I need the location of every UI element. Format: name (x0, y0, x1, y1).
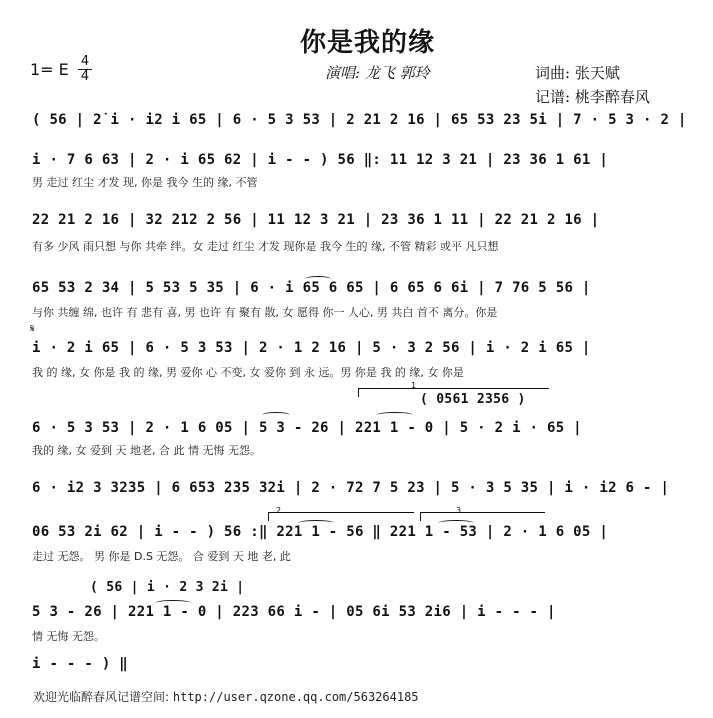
time-signature-top: 4 (80, 54, 90, 69)
notator-credit: 记谱: 桃李醉春风 (535, 88, 650, 106)
score-row-1-notes: ( 56 | 2̇ i · i2 i 65 | 6 · 5 3 53 | 2 21 2 16 | 65 53 23 5i | 7 · 5 3 · 2 | (32, 112, 687, 128)
score-row-3-lyrics: 有多 少风 雨只想 与你 共牵 绊。女 走过 红尘 才发 现你是 我今 生的 缘, 不管 精彩 或平 凡只想 (32, 240, 499, 253)
tie-mark (305, 276, 331, 282)
interlude-phrase: ( 0561 2356 ) (420, 392, 526, 407)
footer-url-link[interactable]: http://user.qzone.qq.com/563264185 (172, 690, 419, 704)
tie-mark (438, 520, 474, 526)
tie-mark (155, 600, 191, 606)
footer-line (33, 688, 419, 705)
score-row-2-lyrics: 男 走过 红尘 才发 现, 你是 我今 生的 缘, 不管 (32, 176, 258, 189)
composer-credit: 词曲: 张天赋 (535, 64, 620, 82)
score-row-5-lyrics: 我 的 缘, 女 你是 我 的 缘, 男 爱你 心 不变, 女 爱你 到 永 远。男 你是 我 的 缘, 女 你是 (32, 366, 464, 379)
singers-credit: 演唱: 龙飞 郭玲 (325, 64, 430, 82)
volta-2-bracket (268, 512, 414, 521)
score-row-9-notes: 5 3 - 26 | 221 1 - 0 | 223 66 i - | 05 6i 53 2i6 | i - - - | (32, 604, 556, 620)
score-row-4-lyrics: 与你 共缠 绵, 也许 有 悲有 喜, 男 也许 有 聚有 散, 女 愿得 你一 人心, 男 共白 首不 离分。你是 (32, 306, 498, 319)
segno-mark: 𝄋 (30, 322, 35, 335)
score-row-9-lyrics: 情 无悔 无怨。 (32, 630, 105, 643)
tie-mark (298, 520, 334, 526)
time-signature (78, 56, 92, 83)
song-title: 你是我的缘 (300, 28, 436, 58)
coda-intro-phrase: ( 56 | i · 2 3 2i | (90, 580, 245, 595)
score-row-4-notes: 65 53 2 34 | 5 53 5 35 | 6 · i 65 6 65 | 6 65 6 6i | 7 76 5 56 | (32, 280, 591, 296)
volta-2-number: 2 (276, 506, 282, 515)
score-row-5-notes: i · 2 i 65 | 6 · 5 3 53 | 2 · 1 2 16 | 5 · 3 2 56 | i · 2 i 65 | (32, 340, 591, 356)
volta-1-number: 1 (411, 381, 417, 390)
score-row-2-notes: i · 7 6 63 | 2 · i 65 62 | i - - ) 56 ‖: 11 12 3 21 | 23 36 1 61 | (32, 152, 609, 168)
key-signature: 1= E (30, 60, 69, 79)
volta-3-bracket (420, 512, 545, 521)
score-row-7-notes: 6 · i2 3 3235 | 6 653 235 32i | 2 · 72 7 5 23 | 5 · 3 5 35 | i · i2 6 - | (32, 480, 670, 496)
score-row-3-notes: 22 21 2 16 | 32 212 2 56 | 11 12 3 21 | 23 36 1 11 | 22 21 2 16 | (32, 212, 600, 228)
tie-mark (262, 412, 290, 418)
score-row-8-notes: 06 53 2i 62 | i - - ) 56 :‖ 221 1 - 56 ‖ 221 1 - 53 | 2 · 1 6 05 | (32, 524, 609, 540)
footer-welcome: 欢迎光临醉春风记谱空间: (33, 690, 170, 704)
volta-3-number: 3 (456, 506, 462, 515)
score-row-10-notes: i - - - ) ‖ (32, 656, 129, 672)
score-row-6-notes: 6 · 5 3 53 | 2 · 1 6 05 | 5 3 - 26 | 221 1 - 0 | 5 · 2 i · 65 | (32, 420, 582, 436)
time-signature-bottom: 4 (80, 69, 90, 84)
tie-mark (377, 412, 413, 418)
score-row-8-lyrics: 走过 无怨。 男 你是 D.S 无怨。 合 爱到 天 地 老, 此 (32, 550, 291, 563)
score-row-6-lyrics: 我的 缘, 女 爱到 天 地老, 合 此 情 无悔 无怨。 (32, 444, 261, 457)
